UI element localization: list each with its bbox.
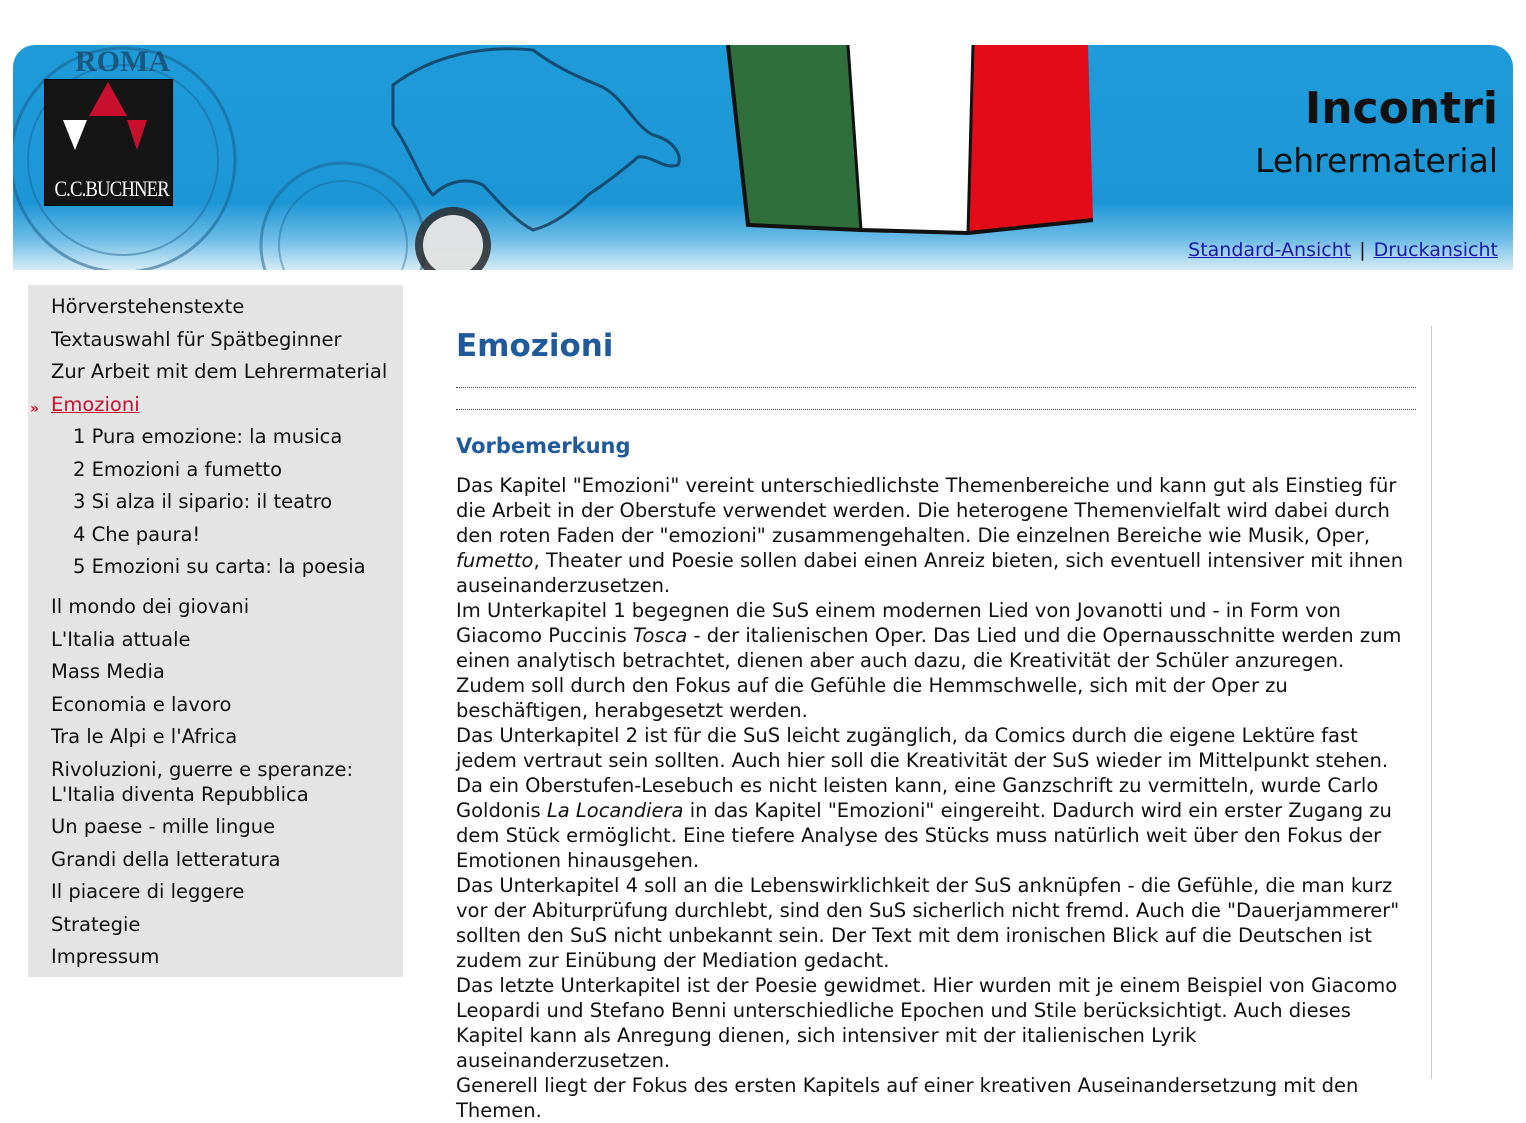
nav-item-hoerverstehenstexte[interactable]: Hörverstehenstexte xyxy=(51,295,245,318)
view-separator: | xyxy=(1359,239,1366,261)
nav-item-piacere[interactable]: Il piacere di leggere xyxy=(51,880,245,903)
logo-text: C.C.BUCHNER xyxy=(54,176,169,201)
nav-item-economia[interactable]: Economia e lavoro xyxy=(51,693,232,716)
page-title: Emozioni xyxy=(456,328,614,364)
site-subtitle: Lehrermaterial xyxy=(1255,141,1498,180)
nav-subitem-5[interactable]: 5 Emozioni su carta: la poesia xyxy=(73,555,366,578)
divider xyxy=(456,387,1416,388)
nav-item-grandi[interactable]: Grandi della letteratura xyxy=(51,848,281,871)
paragraph: Das Unterkapitel 2 ist für die SuS leicht zugänglich, da Comics durch die eigene Lektüre fast jedem vertraut sein sollten. Auch hier soll die Kreativität der SuS wieder im Mittelpunkt stehen. xyxy=(456,724,1389,772)
print-view-link[interactable]: Druckansicht xyxy=(1373,239,1498,261)
paragraph: Generell liegt der Fokus des ersten Kapitels auf einer kreativen Auseinandersetzung mit den Themen. xyxy=(456,1074,1359,1122)
active-marker-icon: » xyxy=(30,401,37,417)
nav-subitem-1[interactable]: 1 Pura emozione: la musica xyxy=(73,425,343,448)
divider xyxy=(456,409,1416,410)
nav-subitem-2[interactable]: 2 Emozioni a fumetto xyxy=(73,458,282,481)
nav-item-impressum[interactable]: Impressum xyxy=(51,945,160,968)
publisher-logo[interactable] xyxy=(44,79,173,206)
site-title: Incontri xyxy=(1304,83,1498,134)
paragraph: Das Unterkapitel 4 soll an die Lebenswirklichkeit der SuS anknüpfen - die Gefühle, die man kurz vor der Abiturprüfung durchlebt, sind den SuS sicherlich nicht fremd. Auch die "Dauerjammerer" sollten den SuS nicht unbekannt sein. Der Text mit dem ironischen Blick auf die Deutschen ist zudem zur Einübung der Mediation gedacht. xyxy=(456,874,1400,972)
paragraph: Das letzte Unterkapitel ist der Poesie gewidmet. Hier wurden mit je einem Beispiel von Giacomo Leopardi und Stefano Benni unterschiedliche Epochen und Stile berücksichtigt. Auch dieses Kapitel kann als Anregung dienen, sich intensiver mit der italienischen Lyrik auseinanderzusetzen. xyxy=(456,974,1398,1072)
paragraph: Das Kapitel "Emozioni" vereint unterschiedlichste Themenbereiche und kann gut als Einstieg für die Arbeit in der Oberstufe verwendet werden. Die heterogene Themenvielfalt wird dabei durch den roten Faden der "emozioni" zusammengehalten. Die einzelnen Bereiche wie Musik, Oper, fumetto, Theater und Poesie sollen dabei einen Anreiz bieten, sich eventuell intensiver mit ihnen auseinanderzusetzen. xyxy=(456,474,1404,597)
italian-flag xyxy=(728,45,1093,233)
nav-item-italia-attuale[interactable]: L'Italia attuale xyxy=(51,628,191,651)
nav-item-zur-arbeit[interactable]: Zur Arbeit mit dem Lehrermaterial xyxy=(51,360,388,383)
nav-item-strategie[interactable]: Strategie xyxy=(51,913,141,936)
nav-item-mass-media[interactable]: Mass Media xyxy=(51,660,165,683)
sidebar-nav xyxy=(28,285,403,977)
view-switcher xyxy=(1188,239,1498,261)
article-body xyxy=(456,473,1416,1123)
nav-item-emozioni[interactable]: Emozioni xyxy=(51,393,140,416)
header-banner xyxy=(13,45,1513,270)
nav-item-mondo-giovani[interactable]: Il mondo dei giovani xyxy=(51,595,250,618)
nav-subitem-4[interactable]: 4 Che paura! xyxy=(73,523,201,546)
section-title: Vorbemerkung xyxy=(456,434,631,458)
nav-item-rivoluzioni-line2[interactable]: L'Italia diventa Repubblica xyxy=(51,783,309,806)
nav-item-rivoluzioni[interactable]: Rivoluzioni, guerre e speranze: xyxy=(51,758,354,781)
nav-item-un-paese[interactable]: Un paese - mille lingue xyxy=(51,815,276,838)
nav-item-textauswahl[interactable]: Textauswahl für Spätbeginner xyxy=(51,328,342,351)
stamp-text: ROMA xyxy=(75,45,170,78)
standard-view-link[interactable]: Standard-Ansicht xyxy=(1188,239,1352,261)
paragraph: Da ein Oberstufen-Lesebuch es nicht leisten kann, eine Ganzschrift zu vermitteln, wurde Carlo Goldonis La Locandiera in das Kapitel "Emozioni" eingereiht. Dadurch wird ein erster Zugang zu dem Stück ermöglicht. Eine tiefere Analyse des Stücks muss natürlich weit über den Fokus der Emotionen hinausgehen. xyxy=(456,774,1392,872)
nav-subitem-3[interactable]: 3 Si alza il sipario: il teatro xyxy=(73,490,333,513)
content-border xyxy=(1431,326,1432,1079)
logo-triangles xyxy=(45,80,172,175)
paragraph: Im Unterkapitel 1 begegnen die SuS einem modernen Lied von Jovanotti und - in Form von Giacomo Puccinis Tosca - der italienischen Oper. Das Lied und die Opernausschnitte werden zum einen analytisch betrachtet, dienen aber auch dazu, die Kreativität der Schüler anzuregen. Zudem soll durch den Fokus auf die Gefühle die Hemmschwelle, sich mit der Oper zu beschäftigen, herabgesetzt werden. xyxy=(456,599,1402,722)
nav-item-alpi-africa[interactable]: Tra le Alpi e l'Africa xyxy=(51,725,238,748)
